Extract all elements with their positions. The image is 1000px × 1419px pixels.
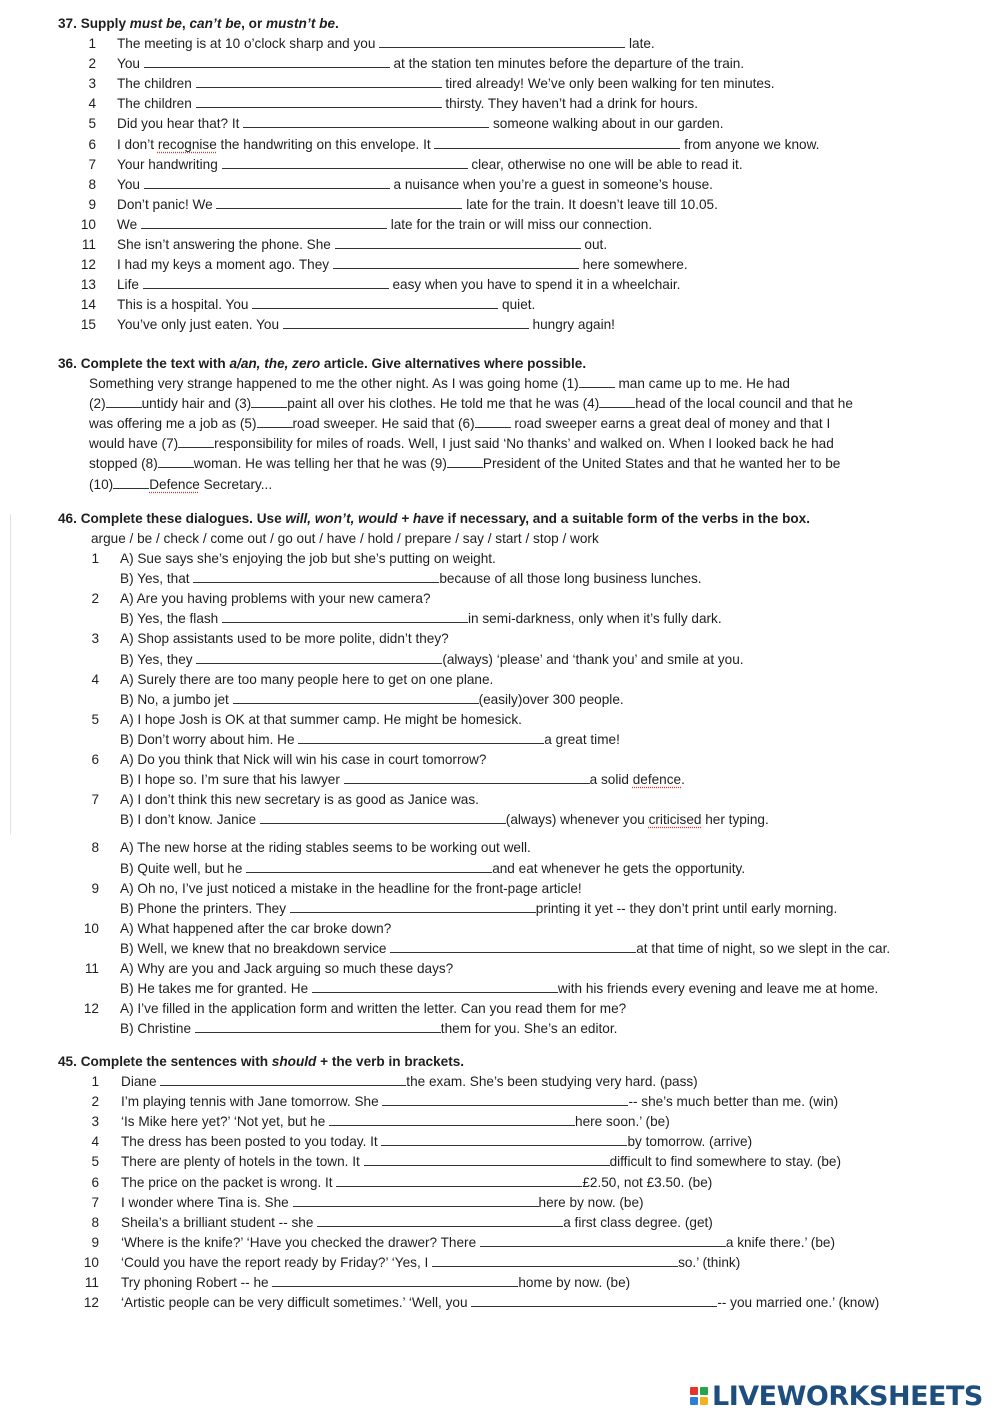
exercise-36-paragraph-line — [89, 476, 272, 494]
item-text — [117, 95, 698, 113]
text: (10) — [89, 476, 114, 492]
text: You — [117, 56, 144, 72]
title-part: Complete the text with — [80, 356, 230, 371]
answer-blank[interactable] — [144, 176, 390, 189]
title-part: , — [181, 16, 190, 31]
text: at the station ten minutes before the departure of the train. — [389, 56, 745, 72]
item-number: 6 — [88, 136, 96, 152]
item-number: 5 — [91, 711, 99, 727]
section-number: 46. — [58, 511, 81, 526]
answer-blank[interactable] — [257, 415, 293, 428]
text: stopped (8) — [89, 456, 158, 472]
item-text — [121, 1113, 670, 1131]
answer-blank[interactable] — [317, 1214, 563, 1227]
item-text — [117, 35, 655, 53]
item-text — [117, 216, 652, 234]
item-number: 7 — [91, 1194, 99, 1210]
item-number: 9 — [91, 1234, 99, 1250]
answer-blank[interactable] — [579, 375, 615, 388]
item-text — [120, 751, 486, 769]
text: and eat whenever he gets the opportunity. — [492, 860, 746, 876]
text: here by now. (be) — [538, 1194, 644, 1210]
text: ‘Artistic people can be very difficult sometimes.’ ‘Well, you — [121, 1295, 472, 1311]
title-part: will, won’t, would + have — [285, 511, 444, 526]
text: A) I don’t think this new secretary is as good as Janice was. — [120, 792, 479, 808]
text: paint all over his clothes. He told me that he was (4) — [287, 396, 600, 412]
text: A) Shop assistants used to be more polite, didn’t they? — [120, 631, 449, 647]
dialogue-line-b — [120, 811, 769, 829]
section-number: 45. — [58, 1054, 81, 1069]
answer-blank[interactable] — [283, 316, 529, 329]
item-text — [121, 1174, 712, 1192]
answer-blank[interactable] — [329, 1113, 575, 1126]
item-text — [117, 236, 607, 254]
item-text — [120, 791, 479, 809]
text: The meeting is at 10 o’clock sharp and you — [117, 36, 380, 51]
text: B) I don’t know. Janice — [120, 812, 260, 828]
answer-blank[interactable] — [246, 860, 492, 873]
spellcheck-word: defence — [632, 772, 682, 788]
text: Did you hear that? It — [117, 116, 244, 132]
section-46-title — [58, 510, 810, 528]
item-text — [117, 156, 743, 174]
item-number: 11 — [81, 237, 96, 252]
logo-square-blue — [690, 1397, 698, 1405]
text: (2) — [89, 396, 106, 412]
text: This is a hospital. You — [117, 297, 253, 313]
title-part: a/an, the, zero — [229, 356, 321, 371]
item-number: 2 — [91, 591, 99, 607]
item-number: 2 — [91, 1094, 99, 1110]
text: a solid — [589, 772, 633, 788]
answer-blank[interactable] — [196, 651, 442, 664]
spellcheck-word: recognise — [157, 136, 217, 152]
answer-blank[interactable] — [260, 811, 506, 824]
text: ‘Is Mike here yet?’ ‘Not yet, but he — [121, 1114, 330, 1130]
text: out. — [580, 237, 608, 252]
answer-blank[interactable] — [471, 1294, 717, 1307]
title-part: can’t be — [189, 16, 242, 31]
item-number: 3 — [91, 1114, 99, 1130]
spellcheck-word: Defence — [149, 476, 200, 492]
text: a nuisance when you’re a guest in someone’s house. — [389, 176, 713, 192]
item-number: 5 — [91, 1154, 99, 1170]
text: B) Well, we knew that no breakdown service — [120, 940, 391, 956]
item-text — [117, 196, 718, 214]
answer-blank[interactable] — [434, 136, 680, 149]
text: A) I’ve filled in the application form and written the letter. Can you read them for me? — [120, 1001, 627, 1017]
item-number: 4 — [88, 96, 96, 112]
exercise-36-paragraph-line — [89, 435, 834, 453]
dialogue-line-b — [120, 940, 890, 958]
logo-square-red — [690, 1387, 698, 1395]
text: would have (7) — [89, 436, 179, 452]
item-number: 14 — [80, 297, 96, 313]
title-part: should — [271, 1054, 317, 1069]
item-text — [121, 1294, 879, 1312]
answer-blank[interactable] — [160, 1073, 406, 1086]
item-text — [117, 256, 688, 274]
text: by tomorrow. (arrive) — [627, 1134, 753, 1150]
text: Diane — [121, 1074, 161, 1089]
item-text — [117, 136, 819, 154]
item-number: 8 — [91, 1214, 99, 1230]
text: A) Sue says she’s enjoying the job but she’s putting on weight. — [120, 551, 496, 566]
item-text — [120, 671, 493, 689]
item-number: 12 — [83, 1295, 99, 1311]
dialogue-line-b — [120, 570, 702, 588]
text: B) Yes, that — [120, 571, 194, 587]
item-text — [120, 711, 522, 729]
title-part: mustn’t be — [266, 16, 336, 31]
section-36-title — [58, 355, 586, 373]
text: a great time! — [544, 731, 620, 747]
answer-blank[interactable] — [193, 570, 439, 583]
answer-blank[interactable] — [113, 476, 149, 489]
text: (always) ‘please’ and ‘thank you’ and smile at you. — [442, 651, 744, 667]
answer-blank[interactable] — [251, 395, 287, 408]
item-number: 8 — [88, 176, 96, 192]
text: with his friends every evening and leave me at home. — [557, 981, 879, 997]
dialogue-line-b — [120, 651, 744, 669]
text: B) Quite well, but he — [120, 860, 247, 876]
text: head of the local council and that he — [635, 396, 853, 412]
text: printing it yet -- they don’t print until early morning. — [535, 900, 838, 916]
answer-blank[interactable] — [290, 900, 536, 913]
title-part: Supply — [80, 16, 130, 31]
answer-blank[interactable] — [480, 1234, 726, 1247]
answer-blank[interactable] — [364, 1153, 610, 1166]
text: untidy hair and (3) — [141, 396, 252, 412]
item-text — [121, 1214, 713, 1232]
item-number: 9 — [91, 880, 99, 896]
text: late for the train or will miss our connection. — [386, 216, 653, 232]
item-text — [121, 1254, 740, 1272]
answer-blank[interactable] — [243, 115, 489, 128]
text: I had my keys a moment ago. They — [117, 257, 333, 273]
exercise-36-paragraph-line — [89, 455, 840, 473]
answer-blank[interactable] — [222, 156, 468, 169]
exercise-36-paragraph-line — [89, 395, 853, 413]
text: The price on the packet is wrong. It — [121, 1174, 337, 1190]
text: easy when you have to spend it in a wheelchair. — [388, 277, 681, 293]
answer-blank[interactable] — [144, 55, 390, 68]
answer-blank[interactable] — [178, 435, 214, 448]
text: I’m playing tennis with Jane tomorrow. She — [121, 1094, 383, 1110]
text: so.’ (think) — [678, 1254, 741, 1270]
dialogue-line-b — [120, 900, 837, 918]
item-text — [121, 1073, 698, 1091]
answer-blank[interactable] — [196, 95, 442, 108]
text: difficult to find somewhere to stay. (be) — [609, 1154, 842, 1170]
answer-blank[interactable] — [333, 256, 579, 269]
text: A) What happened after the car broke down? — [120, 920, 392, 936]
text: A) Are you having problems with your new camera? — [120, 591, 431, 607]
logo-square-green — [700, 1387, 708, 1395]
title-part: + the verb in brackets. — [316, 1054, 465, 1069]
answer-blank[interactable] — [141, 216, 387, 229]
text: A) Surely there are too many people here to get on one plane. — [120, 671, 494, 687]
item-number: 7 — [88, 156, 96, 172]
item-number: 4 — [91, 671, 99, 687]
text: quiet. — [498, 297, 536, 313]
answer-blank[interactable] — [312, 980, 558, 993]
text: a knife there.’ (be) — [725, 1234, 835, 1250]
text: The children — [117, 76, 196, 92]
text: road sweeper. He said that (6) — [292, 416, 475, 432]
answer-blank[interactable] — [336, 1174, 582, 1187]
item-text — [121, 1234, 835, 1252]
text: at that time of night, so we slept in the car. — [636, 940, 891, 956]
text: her typing. — [701, 812, 769, 828]
answer-blank[interactable] — [344, 771, 590, 784]
logo-square-yellow — [700, 1397, 708, 1405]
title-part: . — [335, 16, 339, 31]
text: ‘Could you have the report ready by Friday?’ ‘Yes, I — [121, 1254, 433, 1270]
answer-blank[interactable] — [195, 1020, 441, 1033]
text: tired already! We’ve only been walking for ten minutes. — [441, 76, 775, 92]
answer-blank[interactable] — [158, 455, 194, 468]
item-text — [121, 1274, 630, 1292]
text: B) Yes, they — [120, 651, 197, 667]
item-text — [121, 1133, 752, 1151]
answer-blank[interactable] — [196, 75, 442, 88]
text: A) The new horse at the riding stables seems to be working out well. — [120, 840, 531, 856]
title-part: Complete the sentences with — [80, 1054, 272, 1069]
text: the exam. She’s been studying very hard. (pass) — [406, 1074, 698, 1089]
answer-blank[interactable] — [216, 196, 462, 209]
answer-blank[interactable] — [379, 35, 625, 48]
text: because of all those long business lunches. — [439, 571, 702, 587]
liveworksheets-logo — [690, 1380, 983, 1412]
text: the handwriting on this envelope. It — [216, 136, 435, 152]
text: B) Christine — [120, 1021, 195, 1037]
dialogue-line-b — [120, 771, 685, 789]
item-number: 2 — [88, 56, 96, 72]
text: from anyone we know. — [680, 136, 820, 152]
section-number: 37. — [58, 16, 81, 31]
item-text — [120, 920, 391, 938]
item-number: 11 — [84, 1275, 99, 1290]
text: She isn’t answering the phone. She — [117, 237, 335, 252]
logo-mark-icon — [690, 1387, 708, 1405]
item-number: 9 — [88, 196, 96, 212]
text: man came up to me. He had — [614, 376, 790, 391]
item-number: 7 — [91, 792, 99, 808]
section-number: 36. — [58, 356, 81, 371]
answer-blank[interactable] — [381, 1133, 627, 1146]
item-text — [120, 550, 496, 568]
text: a first class degree. (get) — [563, 1214, 713, 1230]
title-part: , or — [241, 16, 267, 31]
item-text — [120, 960, 453, 978]
item-text — [120, 630, 449, 648]
title-part: Complete these dialogues. Use — [80, 511, 286, 526]
text: late for the train. It doesn’t leave till 10.05. — [462, 196, 718, 212]
text: £2.50, not £3.50. (be) — [582, 1174, 713, 1190]
exercise-36-paragraph-line — [89, 375, 790, 393]
answer-blank[interactable] — [335, 236, 581, 249]
text: late. — [625, 36, 655, 51]
item-text — [117, 75, 775, 93]
dialogue-line-b — [120, 610, 722, 628]
text: A) Oh no, I’ve just noticed a mistake in the headline for the front-page article! — [120, 880, 582, 896]
item-text — [121, 1093, 838, 1111]
item-text — [117, 276, 680, 294]
item-number: 3 — [88, 76, 96, 92]
text: Don’t panic! We — [117, 196, 217, 212]
text: here somewhere. — [578, 257, 688, 273]
text: was offering me a job as (5) — [89, 416, 257, 432]
text: The children — [117, 96, 196, 112]
text: in semi-darkness, only when it’s fully dark. — [468, 611, 722, 627]
dialogue-line-b — [120, 1020, 617, 1038]
dialogue-line-b — [120, 731, 620, 749]
item-text — [117, 176, 713, 194]
answer-blank[interactable] — [447, 455, 483, 468]
item-number: 15 — [80, 317, 96, 333]
answer-blank[interactable] — [293, 1194, 539, 1207]
text: B) No, a jumbo jet — [120, 691, 233, 707]
answer-blank[interactable] — [143, 276, 389, 289]
item-text — [120, 590, 431, 608]
answer-blank[interactable] — [222, 610, 468, 623]
item-text — [121, 1153, 841, 1171]
text: home by now. (be) — [518, 1275, 631, 1290]
item-number: 10 — [83, 920, 99, 936]
answer-blank[interactable] — [382, 1093, 628, 1106]
item-text — [120, 880, 582, 898]
verb-box — [91, 530, 599, 548]
text: ‘Where is the knife?’ ‘Have you checked the drawer? There — [121, 1234, 480, 1250]
item-text — [117, 296, 535, 314]
item-number: 6 — [91, 752, 99, 767]
text: . — [681, 772, 685, 788]
item-number: 1 — [91, 551, 99, 566]
answer-blank[interactable] — [106, 395, 142, 408]
text: hungry again! — [528, 317, 615, 333]
item-text — [121, 1194, 644, 1212]
text: A) I hope Josh is OK at that summer camp. He might be homesick. — [120, 711, 522, 727]
text: Your handwriting — [117, 156, 222, 172]
section-37-title — [58, 15, 339, 33]
text: B) He takes me for granted. He — [120, 981, 312, 997]
answer-blank[interactable] — [390, 940, 636, 953]
text: Life — [117, 277, 143, 293]
exercise-36-paragraph-line — [89, 415, 830, 433]
title-part: if necessary, and a suitable form of the verbs in the box. — [443, 511, 811, 526]
text: woman. He was telling her that he was (9) — [193, 456, 447, 472]
dialogue-line-b — [120, 980, 878, 998]
text: Try phoning Robert -- he — [121, 1275, 273, 1290]
answer-blank[interactable] — [252, 296, 498, 309]
text: I wonder where Tina is. She — [121, 1194, 293, 1210]
logo-text: LIVEWORKSHEETS — [712, 1380, 983, 1412]
text: road sweeper earns a great deal of money and that I — [510, 416, 831, 432]
item-number: 1 — [88, 36, 96, 51]
answer-blank[interactable] — [298, 731, 544, 744]
title-part: article. Give alternatives where possible. — [320, 356, 587, 371]
answer-blank[interactable] — [432, 1254, 678, 1267]
text: B) I hope so. I’m sure that his lawyer — [120, 772, 344, 788]
item-number: 13 — [80, 277, 96, 293]
answer-blank[interactable] — [599, 395, 635, 408]
item-text — [117, 55, 744, 73]
item-text — [117, 316, 615, 334]
text: thirsty. They haven’t had a drink for hours. — [441, 96, 698, 112]
section-45-title — [58, 1053, 464, 1071]
text: (easily)over 300 people. — [478, 691, 624, 707]
text: You — [117, 176, 144, 192]
item-text — [120, 1000, 626, 1018]
text: Sheila’s a brilliant student -- she — [121, 1214, 318, 1230]
answer-blank[interactable] — [233, 691, 479, 704]
text: A) Do you think that Nick will win his case in court tomorrow? — [120, 752, 487, 767]
text: B) Phone the printers. They — [120, 900, 290, 916]
item-number: 6 — [91, 1174, 99, 1190]
text: I don’t — [117, 136, 158, 152]
item-number: 12 — [83, 1001, 99, 1017]
answer-blank[interactable] — [272, 1274, 518, 1287]
item-number: 12 — [80, 257, 96, 273]
text: -- you married one.’ (know) — [717, 1295, 880, 1311]
item-number: 8 — [91, 840, 99, 856]
text: -- she’s much better than me. (win) — [628, 1094, 839, 1110]
item-number: 10 — [83, 1254, 99, 1270]
item-number: 1 — [91, 1074, 99, 1089]
dialogue-line-b — [120, 691, 624, 709]
text: here soon.’ (be) — [575, 1114, 670, 1130]
title-part: must be — [129, 16, 182, 31]
text: responsibility for miles of roads. Well, I just said ‘No thanks’ and walked on. When I looked back he had — [214, 436, 834, 452]
item-number: 11 — [84, 961, 99, 976]
answer-blank[interactable] — [475, 415, 511, 428]
text: B) Yes, the flash — [120, 611, 223, 627]
item-text — [120, 839, 531, 857]
item-number: 5 — [88, 116, 96, 132]
text: someone walking about in our garden. — [489, 116, 724, 132]
text: Something very strange happened to me the other night. As I was going home (1) — [89, 376, 579, 391]
item-text — [117, 115, 723, 133]
dialogue-line-b — [120, 860, 745, 878]
item-number: 10 — [80, 216, 96, 232]
text: B) Don’t worry about him. He — [120, 731, 299, 747]
margin-rule — [10, 514, 11, 834]
text: (always) whenever you — [505, 812, 649, 828]
text: clear, otherwise no one will be able to read it. — [467, 156, 743, 172]
text: The dress has been posted to you today. It — [121, 1134, 382, 1150]
text: them for you. She’s an editor. — [440, 1021, 618, 1037]
spellcheck-word: criticised — [648, 812, 702, 828]
text: Secretary... — [199, 476, 273, 492]
verb-box-text: argue / be / check / come out / go out / have / hold / prepare / say / start / stop / work — [91, 531, 599, 546]
item-number: 3 — [91, 631, 99, 647]
text: We — [117, 216, 141, 232]
text: President of the United States and that he wanted her to be — [482, 456, 841, 472]
text: A) Why are you and Jack arguing so much these days? — [120, 961, 454, 976]
text: You’ve only just eaten. You — [117, 317, 283, 333]
text: There are plenty of hotels in the town. It — [121, 1154, 364, 1170]
item-number: 4 — [91, 1134, 99, 1150]
